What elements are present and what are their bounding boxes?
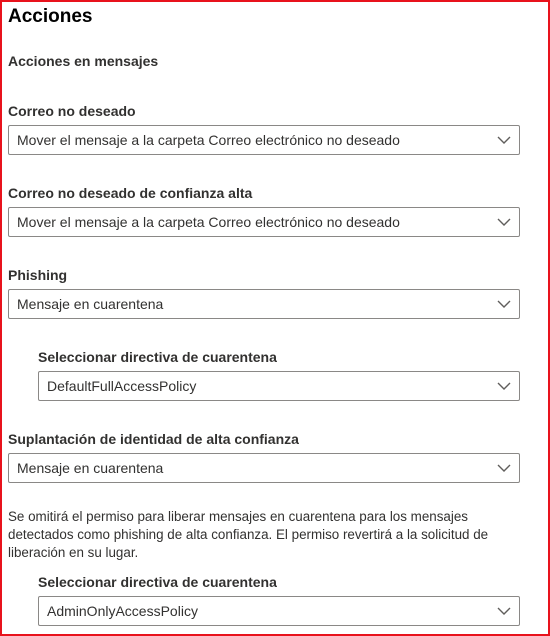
high-confidence-phishing-label: Suplantación de identidad de alta confianza	[8, 431, 299, 447]
phishing-action-value: Mensaje en cuarentena	[17, 296, 164, 312]
chevron-down-icon	[497, 216, 511, 228]
chevron-down-icon	[497, 134, 511, 146]
spam-action-value: Mover el mensaje a la carpeta Correo electrónico no deseado	[17, 132, 400, 148]
phishing-quarantine-policy-value: DefaultFullAccessPolicy	[47, 378, 197, 394]
release-permission-note: Se omitirá el permiso para liberar mensajes en cuarentena para los mensajes detectados como phishing de alta confianza. El permiso revertirá a la solicitud de liberación en su lugar.	[8, 509, 489, 560]
page-title: Acciones	[8, 6, 93, 27]
phishing-quarantine-policy-label: Seleccionar directiva de cuarentena	[38, 349, 277, 365]
high-confidence-phishing-quarantine-policy-dropdown[interactable]	[38, 596, 520, 626]
chevron-down-icon	[497, 298, 511, 310]
high-confidence-phishing-quarantine-policy-label: Seleccionar directiva de cuarentena	[38, 574, 277, 590]
phishing-label: Phishing	[8, 267, 68, 283]
phishing-action-dropdown[interactable]	[8, 289, 520, 319]
spam-action-dropdown[interactable]	[8, 125, 520, 155]
spam-label: Correo no deseado	[8, 103, 136, 119]
high-confidence-spam-label: Correo no deseado de confianza alta	[8, 185, 253, 201]
high-confidence-phishing-action-dropdown[interactable]	[8, 453, 520, 483]
section-heading: Acciones en mensajes	[8, 53, 159, 69]
high-confidence-spam-action-dropdown[interactable]	[8, 207, 520, 237]
high-confidence-phishing-action-value: Mensaje en cuarentena	[17, 460, 164, 476]
chevron-down-icon	[497, 605, 511, 617]
chevron-down-icon	[497, 462, 511, 474]
high-confidence-spam-action-value: Mover el mensaje a la carpeta Correo electrónico no deseado	[17, 214, 400, 230]
chevron-down-icon	[497, 380, 511, 392]
phishing-quarantine-policy-dropdown[interactable]	[38, 371, 520, 401]
high-confidence-phishing-quarantine-policy-value: AdminOnlyAccessPolicy	[47, 603, 198, 619]
